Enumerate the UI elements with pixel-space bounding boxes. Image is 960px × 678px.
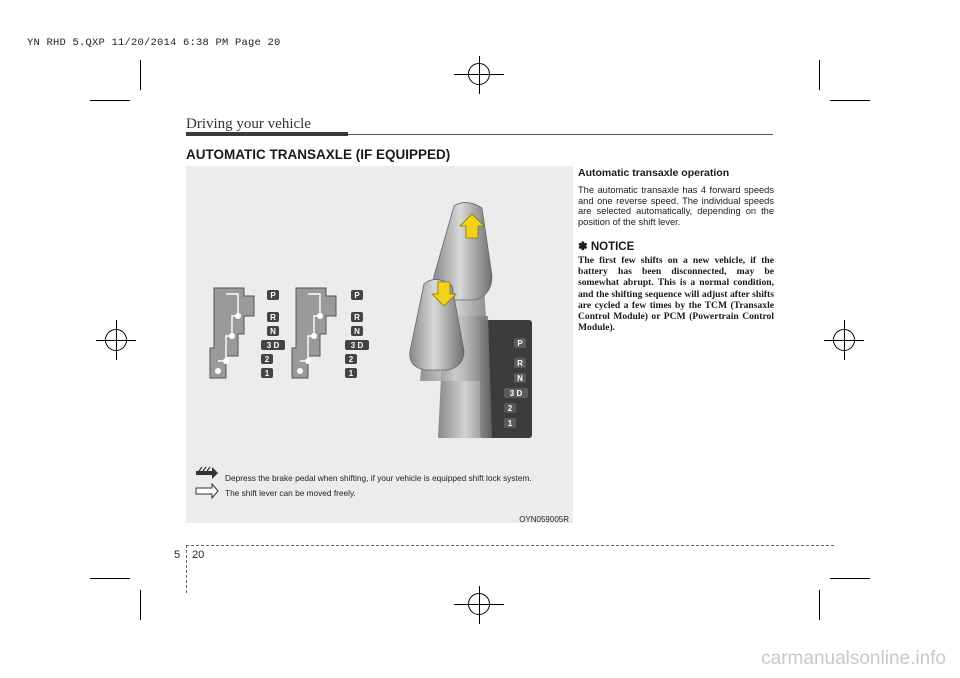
gate-labels-middle bbox=[345, 290, 369, 378]
chapter-number: 5 bbox=[174, 549, 181, 561]
notice-heading: ✽ NOTICE bbox=[578, 241, 635, 253]
svg-text:R: R bbox=[517, 359, 523, 368]
shift-pattern-illustration bbox=[186, 166, 573, 523]
content-column bbox=[578, 167, 774, 333]
footer-rule bbox=[186, 545, 834, 546]
subsection-heading: Automatic transaxle operation bbox=[578, 167, 730, 179]
svg-text:2: 2 bbox=[348, 355, 354, 364]
title-bar bbox=[186, 132, 348, 136]
gate-labels-left bbox=[261, 290, 285, 378]
figure-code: OYN059005R bbox=[519, 515, 569, 524]
main-heading: AUTOMATIC TRANSAXLE (IF EQUIPPED) bbox=[186, 147, 451, 162]
footer-divider bbox=[186, 545, 187, 593]
watermark: carmanualsonline.info bbox=[761, 648, 946, 669]
svg-text:P: P bbox=[270, 291, 276, 300]
print-slug: YN RHD 5.QXP 11/20/2014 6:38 PM Page 20 bbox=[27, 37, 281, 49]
notice-text: The first few shifts on a new vehicle, if the battery has been disconnected, may be somewhat abrupt. This is a normal condition, and the shifting sequence will adjust after shifts are cycled a few times by the TCM (Transaxle Control Module) or PCM (Powertrain Control Module). bbox=[578, 255, 774, 334]
svg-text:3 D: 3 D bbox=[509, 389, 523, 398]
svg-text:N: N bbox=[354, 327, 360, 336]
gate-diagram-middle bbox=[292, 288, 336, 378]
svg-text:N: N bbox=[517, 374, 523, 383]
legend-text-shift-lock: Depress the brake pedal when shifting, if your vehicle is equipped shift lock system. bbox=[225, 473, 532, 483]
svg-text:R: R bbox=[270, 313, 276, 322]
outline-arrow-icon bbox=[196, 484, 218, 498]
svg-text:3 D: 3 D bbox=[350, 341, 364, 350]
body-paragraph: The automatic transaxle has 4 forward speeds and one reverse speed. The individual speeds are selected automatically, depending on the position of the shift lever. bbox=[578, 185, 774, 227]
page-number: 20 bbox=[192, 549, 205, 561]
svg-text:P: P bbox=[517, 339, 523, 348]
svg-text:1: 1 bbox=[507, 419, 513, 428]
svg-text:R: R bbox=[354, 313, 360, 322]
title-rule bbox=[348, 134, 773, 136]
gate-diagram-left bbox=[210, 288, 254, 378]
svg-text:1: 1 bbox=[264, 369, 270, 378]
shift-lever-illustration bbox=[410, 202, 532, 438]
svg-text:1: 1 bbox=[348, 369, 354, 378]
hatched-arrow-icon bbox=[196, 467, 218, 479]
svg-text:2: 2 bbox=[264, 355, 270, 364]
svg-text:3 D: 3 D bbox=[266, 341, 280, 350]
svg-text:P: P bbox=[354, 291, 360, 300]
shift-lever-figure bbox=[186, 166, 573, 523]
svg-text:N: N bbox=[270, 327, 276, 336]
section-title: Driving your vehicle bbox=[186, 116, 311, 132]
legend-text-free: The shift lever can be moved freely. bbox=[225, 488, 356, 498]
svg-text:2: 2 bbox=[507, 404, 513, 413]
